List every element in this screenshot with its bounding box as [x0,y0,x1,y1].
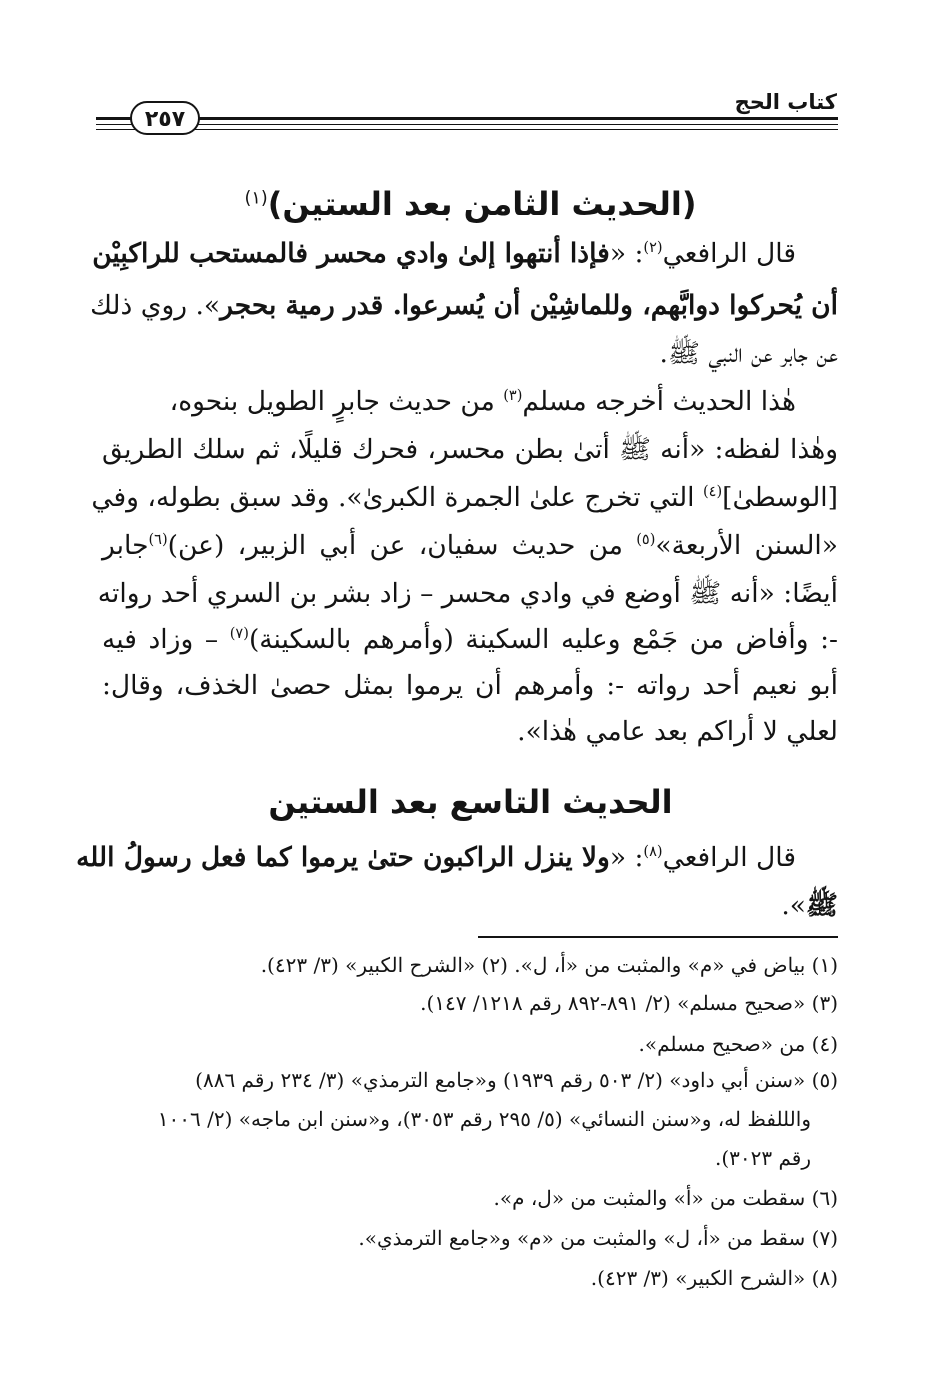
body-line [102,880,838,932]
footnote: (٧) سقط من «أ، ل» والمثبت من «م» و«جامع الترمذي». [358,1226,838,1250]
footnote: (٣) «صحيح مسلم» (٢/ ٨٩١-٨٩٢ رقم ١٢١٨/ ١٤٧). [420,991,838,1015]
header-rule-thick [96,117,838,120]
line-text: – وزاد فيه [102,624,230,655]
line-text: [الوسطىٰ] [722,482,838,513]
section-heading-68 [0,180,941,228]
heading-text: (الحديث الثامن بعد الستين) [267,185,697,223]
body-line [102,328,838,380]
body-line [90,280,838,332]
running-header-title: كتاب الحج [734,90,837,114]
line-text: ». روي ذلك [90,290,221,321]
footnote-ref: (٤) [702,483,723,501]
footnote: (١) بياض في «م» والمثبت من «أ، ل». (٢) «الشرح الكبير» (٣/ ٤٢٣). [260,953,838,977]
line-text: قال الرافعي [662,842,796,873]
quote-text: ﷺ [805,890,838,921]
line-text: أيضًا: «أنه ﷺ أوضع في وادي محسر – زاد بشر بن السري أحد رواته [97,578,838,609]
footnote: (٨) «الشرح الكبير» (٣/ ٤٢٣). [590,1266,838,1290]
body-line [102,424,838,476]
body-line [102,706,838,758]
page-number-badge: ٢٥٧ [130,101,200,135]
body-line [102,614,838,666]
body-line [102,520,838,572]
body-line [97,568,838,620]
line-text: عن جابر عن النبي ﷺ. [659,338,838,369]
body-line [92,228,838,280]
header-rule-thin [96,129,838,130]
line-text: -: وأفاض من جَمْع وعليه السكينة (وأمرهم بالسكينة) [248,624,838,655]
line-text: ». [781,890,806,921]
heading-text: الحديث التاسع بعد الستين [268,783,673,821]
footnote-ref: (٣) [503,387,523,405]
line-text: التي تخرج علىٰ الجمرة الكبرىٰ». وقد سبق بطوله، وفي [91,482,703,513]
footnote-separator [478,936,838,938]
body-line [102,660,838,712]
body-line [102,376,838,428]
line-text: : « [609,842,644,873]
footnote-continuation: رقم ٣٠٢٣). [714,1146,811,1170]
quote-text: ولا ينزل الراكبون حتىٰ يرموا كما فعل رسولُ الله [76,842,610,873]
line-text: «السنن الأربعة» [655,530,838,561]
line-text: جابر [102,530,149,561]
quote-text: فإذا أنتهوا إلىٰ وادي محسر فالمستحب للراكبِيْن [92,238,610,269]
footnote-ref: (٨) [643,843,663,861]
footnote: (٦) سقطت من «أ» والمثبت من «ل، م». [493,1186,838,1210]
line-text: هٰذا الحديث أخرجه مسلم [522,386,796,417]
line-text: من حديث جابرٍ الطويل بنحوه، [169,386,504,417]
header-rule-mid [96,124,838,125]
footnote: (٤) من «صحيح مسلم». [638,1032,838,1056]
line-text: قال الرافعي [662,238,796,269]
footnote-ref: (١) [244,188,268,209]
line-text: لعلي لا أراكم بعد عامي هٰذا». [517,716,838,747]
line-text: : « [609,238,644,269]
line-text: أبو نعيم أحد رواته -: وأمرهم أن يرموا بمثل حصىٰ الخذف، وقال: [102,670,838,701]
body-line [91,472,838,524]
footnote-continuation: والللفظ له، و«سنن النسائي» (٥/ ٢٩٥ رقم ٣٠٥٣)، و«سنن ابن ماجه» (٢/ ١٠٠٦ [157,1107,811,1131]
line-text: وهٰذا لفظه: «أنه ﷺ أتىٰ بطن محسر، فحرك قليلًا، ثم سلك الطريق [102,434,838,465]
footnote-ref: (٢) [643,239,663,257]
footnote-ref: (٥) [636,531,656,549]
line-text: من حديث سفيان، عن أبي الزبير، (عن) [167,530,637,561]
footnote: (٥) «سنن أبي داود» (٢/ ٥٠٣ رقم ١٩٣٩) و«جامع الترمذي» (٣/ ٢٣٤ رقم ٨٨٦) [195,1068,838,1092]
footnote-ref: (٧) [229,625,249,643]
section-heading-69 [0,778,941,826]
body-line [76,832,838,884]
quote-text: أن يُحركوا دوابَّهم، وللماشِيْن أن يُسرعوا. قدر رمية بحجر [220,290,838,321]
footnote-ref: (٦) [148,531,168,549]
